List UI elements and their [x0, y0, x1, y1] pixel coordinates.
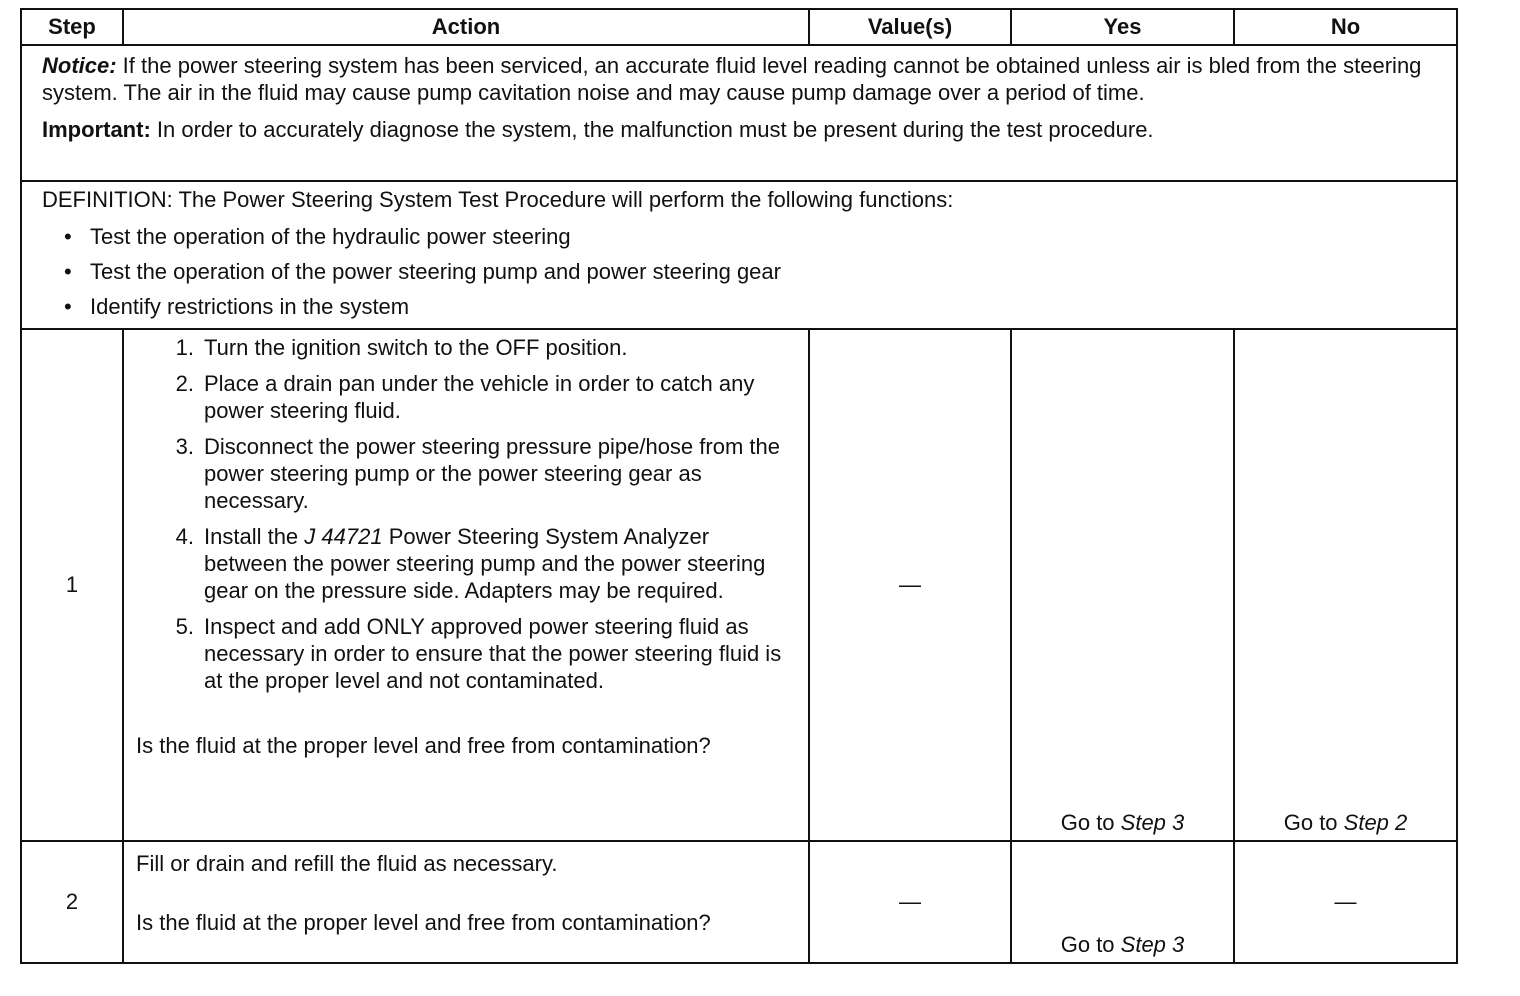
header-no: No	[1234, 9, 1457, 45]
notice-cell	[21, 45, 1457, 181]
important-paragraph	[42, 116, 1446, 143]
action-cell	[123, 329, 809, 841]
diagnostic-table-sheet	[20, 8, 1456, 964]
yes-cell	[1011, 329, 1234, 841]
step-row-2	[21, 841, 1457, 963]
step-number: 2	[21, 841, 123, 963]
definition-item: • Test the operation of the power steering pump and power steering gear	[42, 254, 1446, 289]
notice-text: If the power steering system has been serviced, an accurate fluid level reading cannot be obtained unless air is bled from the steering system. The air in the fluid may cause pump cavitation noise and may cause pump damage over a period of time.	[42, 53, 1422, 105]
action-steps	[136, 334, 796, 694]
action-step: 1. Turn the ignition switch to the OFF position.	[175, 335, 628, 360]
no-cell	[1234, 329, 1457, 841]
definition-text: DEFINITION: The Power Steering System Test Procedure will perform the following functions:	[42, 187, 954, 212]
no-goto: Go to Step 2	[1283, 810, 1408, 835]
header-step: Step	[21, 9, 123, 45]
tool-number: J 44721	[304, 524, 383, 549]
value-dash: —	[899, 572, 921, 597]
bullet-icon: •	[64, 259, 72, 284]
value-dash: —	[899, 889, 921, 914]
header-yes: Yes	[1011, 9, 1234, 45]
header-values: Value(s)	[809, 9, 1011, 45]
action-step: 3. Disconnect the power steering pressure pipe/hose from the power steering pump or the power steering gear as necessary.	[175, 434, 780, 513]
definition-list	[42, 219, 1446, 324]
value-cell	[809, 841, 1011, 963]
action-step: 4. Install the J 44721 Power Steering System Analyzer between the power steering pump and the power steering gear on the pressure side. Adapters may be required.	[175, 524, 766, 603]
header-action: Action	[123, 9, 809, 45]
yes-goto: Go to Step 3	[1060, 810, 1185, 835]
action-cell	[123, 841, 809, 963]
step-row-1	[21, 329, 1457, 841]
definition-cell	[21, 181, 1457, 329]
no-cell	[1234, 841, 1457, 963]
no-step-link: Step 2	[1343, 810, 1408, 835]
yes-step-link: Step 3	[1120, 932, 1185, 957]
header-row	[21, 9, 1457, 45]
notice-label: Notice:	[42, 53, 117, 78]
bullet-icon: •	[64, 294, 72, 319]
no-dash: —	[1334, 889, 1357, 914]
yes-step-link: Step 3	[1120, 810, 1185, 835]
important-text: In order to accurately diagnose the system, the malfunction must be present during the test procedure.	[150, 117, 1154, 142]
question-text: Is the fluid at the proper level and free from contamination?	[136, 910, 711, 935]
action-step: 5. Inspect and add ONLY approved power steering fluid as necessary in order to ensure that the power steering fluid is at the proper level and not contaminated.	[175, 614, 782, 693]
definition-item: • Test the operation of the hydraulic power steering	[42, 219, 1446, 254]
notice-row	[21, 45, 1457, 181]
action-step: 2. Place a drain pan under the vehicle in order to catch any power steering fluid.	[175, 371, 755, 423]
action-text: Fill or drain and refill the fluid as necessary.	[136, 851, 558, 876]
definition-row	[21, 181, 1457, 329]
notice-paragraph	[42, 52, 1446, 106]
diagnostic-table	[20, 8, 1458, 964]
definition-item: • Identify restrictions in the system	[42, 289, 1446, 324]
step-number: 1	[21, 329, 123, 841]
bullet-icon: •	[64, 224, 72, 249]
question-text: Is the fluid at the proper level and free from contamination?	[136, 733, 711, 758]
important-label: Important:	[42, 117, 151, 142]
value-cell	[809, 329, 1011, 841]
yes-goto: Go to Step 3	[1060, 932, 1185, 957]
yes-cell	[1011, 841, 1234, 963]
